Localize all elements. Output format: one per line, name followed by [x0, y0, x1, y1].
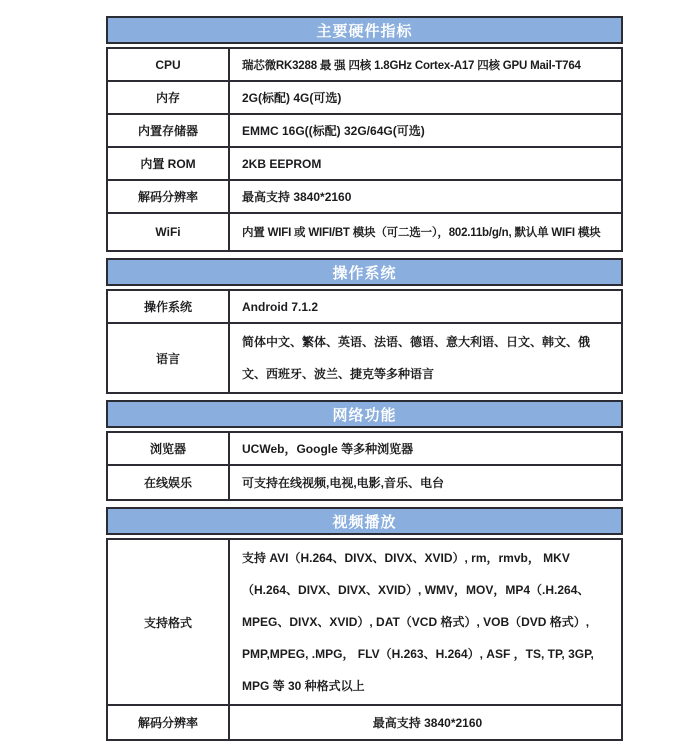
- table-row-online-entertainment: [108, 466, 621, 499]
- row-label: 操作系统: [108, 291, 230, 322]
- table-row-browser: [108, 433, 621, 466]
- row-label: 浏览器: [108, 433, 230, 464]
- row-value: 瑞芯微RK3288 最 强 四核 1.8GHz Cortex-A17 四核 GPU Mail-T764: [242, 59, 581, 72]
- table-row-decode-resolution-video: [108, 706, 621, 739]
- row-label: 内置 ROM: [108, 148, 230, 179]
- section-header-network: [106, 400, 623, 428]
- table-row-supported-formats: [108, 540, 621, 706]
- section-title: 主要硬件指标: [316, 22, 413, 40]
- row-label: 内存: [108, 82, 230, 113]
- table-row-language: [108, 324, 621, 392]
- row-label: CPU: [108, 49, 230, 80]
- section-os: [106, 258, 623, 394]
- row-value: 内置 WIFI 或 WIFI/BT 模块（可二选一），802.11b/g/n, 默认单 WIFI 模块: [242, 227, 601, 239]
- section-title: 操作系统: [332, 264, 397, 282]
- table-row-cpu: [108, 49, 621, 82]
- row-label: 内置存储器: [108, 115, 230, 146]
- table-row-storage: [108, 115, 621, 148]
- section-header-video: [106, 507, 623, 535]
- row-label: WiFi: [108, 214, 230, 250]
- row-label: 解码分辨率: [108, 181, 230, 212]
- row-value: UCWeb，Google 等多种浏览器: [242, 442, 414, 456]
- row-value: 最高支持 3840*2160: [372, 716, 483, 730]
- row-value: 简体中文、繁体、英语、法语、德语、意大利语、日文、韩文、俄文、西班牙、波兰、捷克等多种语言: [242, 335, 591, 381]
- section-video: [106, 507, 623, 741]
- row-label: 支持格式: [108, 540, 230, 704]
- row-value: Android 7.1.2: [242, 299, 319, 314]
- table-row-rom: [108, 148, 621, 181]
- section-rows: [106, 538, 623, 741]
- row-value: 可支持在线视频,电视,电影,音乐、电台: [242, 476, 445, 490]
- section-rows: [106, 431, 623, 501]
- section-hardware: [106, 16, 623, 252]
- row-value: 最高支持 3840*2160: [242, 190, 352, 204]
- table-row-os: [108, 291, 621, 324]
- section-rows: [106, 289, 623, 394]
- hardware-spec-table: [106, 16, 623, 747]
- section-rows: [106, 47, 623, 252]
- section-title: 网络功能: [332, 406, 397, 424]
- table-row-decode-resolution: [108, 181, 621, 214]
- table-row-wifi: [108, 214, 621, 250]
- row-value: 2KB EEPROM: [242, 156, 322, 171]
- row-value: 支持 AVI（H.264、DIVX、DIVX、XVID）, rm，rmvb， MKV（H.264、DIVX、DIVX、XVID）, WMV，MOV，MP4（.H.264、MPEG、DIVX、XVID）, DAT（VCD 格式）, VOB（DVD 格式）, PMP,MPEG, .MPG， FLV（H.263、H.264）, ASF ，TS, TP, 3GP, MPG 等 30 种格式以上: [242, 551, 594, 693]
- row-value: 2G(标配) 4G(可选): [242, 91, 342, 105]
- row-value: EMMC 16G((标配) 32G/64G(可选): [242, 124, 425, 138]
- row-label: 在线娱乐: [108, 466, 230, 499]
- section-network: [106, 400, 623, 501]
- row-label: 语言: [108, 324, 230, 392]
- section-title: 视频播放: [332, 513, 397, 531]
- section-header-os: [106, 258, 623, 286]
- section-header-hardware: [106, 16, 623, 44]
- table-row-memory: [108, 82, 621, 115]
- row-label: 解码分辨率: [108, 706, 230, 739]
